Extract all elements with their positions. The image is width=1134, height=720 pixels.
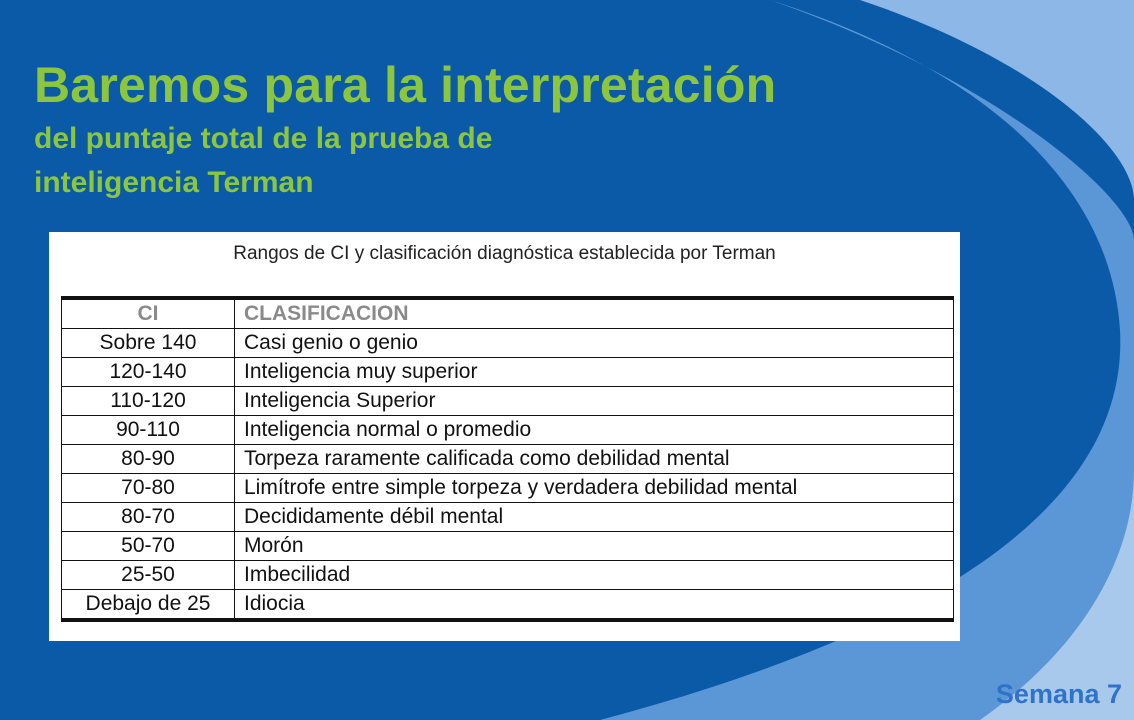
classification-cell: Limítrofe entre simple torpeza y verdadera debilidad mental [235, 474, 954, 503]
table-row [62, 503, 954, 532]
table-caption: Rangos de CI y clasificación diagnóstica establecida por Terman [233, 243, 776, 264]
classification-cell: Inteligencia normal o promedio [235, 416, 954, 445]
ci-cell: 70-80 [62, 474, 235, 503]
slide-subtitle-line-2: inteligencia Terman [34, 166, 314, 199]
table-row [62, 561, 954, 590]
ci-classification-table [61, 296, 954, 622]
header-ci: CI [62, 298, 235, 329]
ci-cell: 25-50 [62, 561, 235, 590]
table-row [62, 387, 954, 416]
slide-title: Baremos para la interpretación [34, 57, 777, 113]
ci-cell: 110-120 [62, 387, 235, 416]
classification-cell: Casi genio o genio [235, 329, 954, 358]
table-image-card [49, 232, 960, 641]
classification-cell: Morón [235, 532, 954, 561]
table-row [62, 590, 954, 621]
classification-cell: Torpeza raramente calificada como debilidad mental [235, 445, 954, 474]
classification-cell: Decididamente débil mental [235, 503, 954, 532]
table-row [62, 329, 954, 358]
table-header-row [62, 298, 954, 329]
table-row [62, 416, 954, 445]
ci-cell: Debajo de 25 [62, 590, 235, 621]
table-row [62, 358, 954, 387]
table-row [62, 474, 954, 503]
classification-cell: Imbecilidad [235, 561, 954, 590]
ci-cell: Sobre 140 [62, 329, 235, 358]
classification-cell: Inteligencia muy superior [235, 358, 954, 387]
ci-cell: 80-90 [62, 445, 235, 474]
header-clasificacion: CLASIFICACION [235, 298, 954, 329]
ci-cell: 120-140 [62, 358, 235, 387]
ci-cell: 80-70 [62, 503, 235, 532]
slide-footer-week: Semana 7 [995, 679, 1122, 709]
classification-cell: Idiocia [235, 590, 954, 621]
table-row [62, 445, 954, 474]
ci-cell: 50-70 [62, 532, 235, 561]
table-row [62, 532, 954, 561]
slide-subtitle-line-1: del puntaje total de la prueba de [34, 122, 493, 155]
classification-cell: Inteligencia Superior [235, 387, 954, 416]
ci-cell: 90-110 [62, 416, 235, 445]
